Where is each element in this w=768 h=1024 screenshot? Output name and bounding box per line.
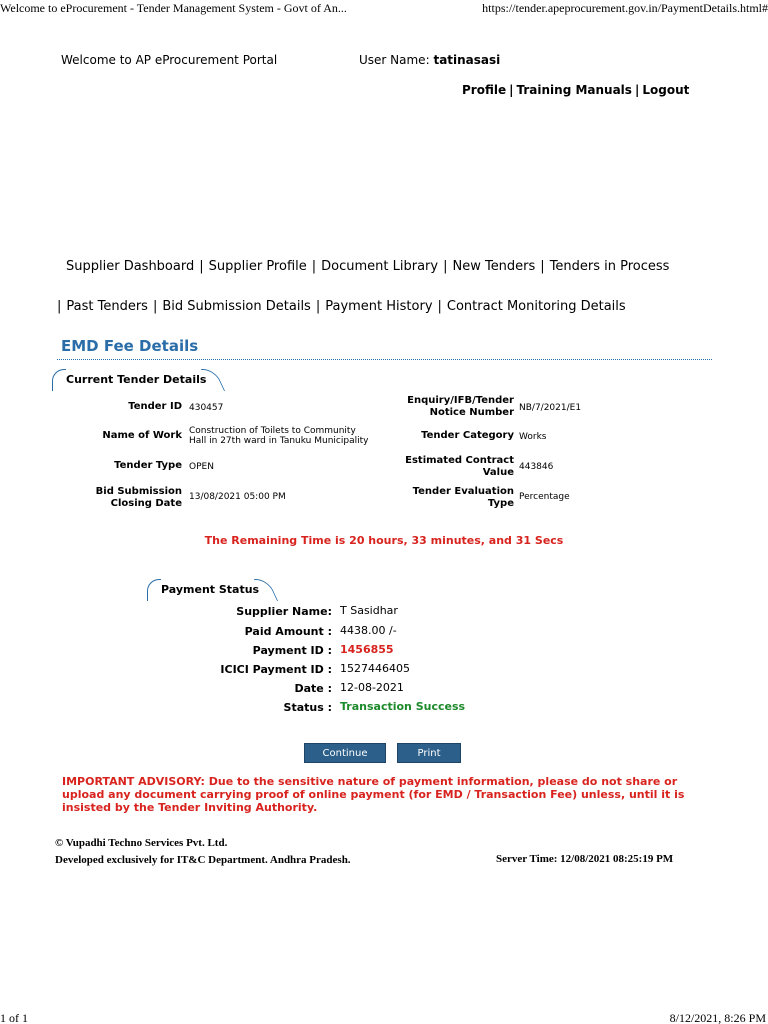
print-header-title: Welcome to eProcurement - Tender Management System - Govt of An... [0,1,347,15]
evaluation-type-label-line1: Tender Evaluation [412,486,514,497]
bid-closing-label [70,486,182,510]
bid-closing-value: 13/08/2021 05:00 PM [189,492,286,502]
tender-type-value: OPEN [189,462,214,472]
main-nav-row-1: Supplier Dashboard | Supplier Profile | Document Library | New Tenders | Tenders in Process [66,259,670,274]
icici-payment-id-value: 1527446405 [340,662,410,675]
print-footer-datetime: 8/12/2021, 8:26 PM [669,1011,766,1024]
tender-id-value: 430457 [189,403,224,413]
tender-category-label: Tender Category [421,430,514,441]
main-nav-row-2: | Past Tenders | Bid Submission Details | Payment History | Contract Monitoring Details [57,299,626,314]
nav-document-library[interactable]: Document Library [321,259,439,274]
payment-status-caption-text: Payment Status [161,583,260,596]
notice-number-label-line1: Enquiry/IFB/Tender [407,395,514,406]
profile-link[interactable]: Profile [462,83,507,97]
print-header-url: https://tender.apeprocurement.gov.in/PaymentDetails.html# [482,1,768,15]
bid-closing-label-line2: Closing Date [110,498,182,509]
title-divider [57,359,712,360]
estimated-value-label-line2: Value [482,467,514,478]
notice-number-label-line2: Notice Number [429,407,514,418]
status-label: Status : [283,701,332,714]
date-label: Date : [294,682,332,695]
user-name-label: User Name: [359,53,430,67]
icici-payment-id-label: ICICI Payment ID : [220,663,332,676]
caption-curve-left [52,369,66,391]
footer-credits [55,835,375,869]
remaining-time: The Remaining Time is 20 hours, 33 minutes, and 31 Secs [204,534,564,547]
name-of-work-label: Name of Work [102,430,182,441]
print-footer-page: 1 of 1 [0,1011,28,1024]
important-advisory: IMPORTANT ADVISORY: Due to the sensitive nature of payment information, please do not share or upload any document carrying proof of online payment (for EMD / Transaction Fee) unless, until it is insisted by the Tender Inviting Authority. [62,775,685,814]
name-of-work-line1: Construction of Toilets to Community [189,426,356,436]
training-manuals-link[interactable]: Training Manuals [516,83,632,97]
nav-payment-history[interactable]: Payment History [325,299,433,314]
nav-tenders-in-process[interactable]: Tenders in Process [549,259,670,274]
name-of-work-value [189,426,368,446]
tender-type-label: Tender Type [114,460,182,471]
nav-supplier-profile[interactable]: Supplier Profile [208,259,307,274]
evaluation-type-label [380,486,514,510]
caption-curve-left [147,579,161,601]
bid-closing-label-line1: Bid Submission [95,486,182,497]
name-of-work-line2: Hall in 27th ward in Tanuku Municipality [189,436,369,446]
evaluation-type-label-line2: Type [487,498,514,509]
notice-number-value: NB/7/2021/E1 [519,403,582,413]
payment-status-caption [147,579,273,601]
supplier-name-value: T Sasidhar [340,604,398,617]
nav-past-tenders[interactable]: Past Tenders [66,299,148,314]
nav-new-tenders[interactable]: New Tenders [452,259,536,274]
status-badge: Transaction Success [340,700,466,713]
notice-number-label [370,395,514,419]
current-tender-caption-text: Current Tender Details [66,373,207,386]
page-title: EMD Fee Details [61,337,199,355]
nav-supplier-dashboard[interactable]: Supplier Dashboard [66,259,195,274]
supplier-name-label: Supplier Name: [236,605,332,618]
payment-id-value: 1456855 [340,643,394,656]
print-button[interactable]: Print [397,743,461,763]
continue-button[interactable]: Continue [304,743,386,763]
payment-id-label: Payment ID : [252,644,332,657]
evaluation-type-value: Percentage [519,492,570,502]
nav-contract-monitoring-details[interactable]: Contract Monitoring Details [446,299,626,314]
welcome-text: Welcome to AP eProcurement Portal [61,53,278,67]
footer-developed: Developed exclusively for IT&C Department. Andhra Pradesh. [55,854,351,866]
server-time: Server Time: 12/08/2021 08:25:19 PM [496,853,674,865]
top-links: Profile | Training Manuals | Logout [462,83,690,97]
paid-amount-value: 4438.00 /- [340,624,397,637]
tender-id-label: Tender ID [128,401,182,412]
footer-copyright: © Vupadhi Techno Services Pvt. Ltd. [55,837,228,849]
user-info [359,53,500,67]
current-tender-caption [52,369,220,391]
paid-amount-label: Paid Amount : [244,625,332,638]
estimated-value-label [380,455,514,479]
date-value: 12-08-2021 [340,681,404,694]
tender-category-value: Works [519,432,547,442]
estimated-value-label-line1: Estimated Contract [405,455,514,466]
logout-link[interactable]: Logout [642,83,690,97]
nav-bid-submission-details[interactable]: Bid Submission Details [162,299,311,314]
estimated-value-value: 443846 [519,462,554,472]
user-name: tatinasasi [433,53,501,67]
